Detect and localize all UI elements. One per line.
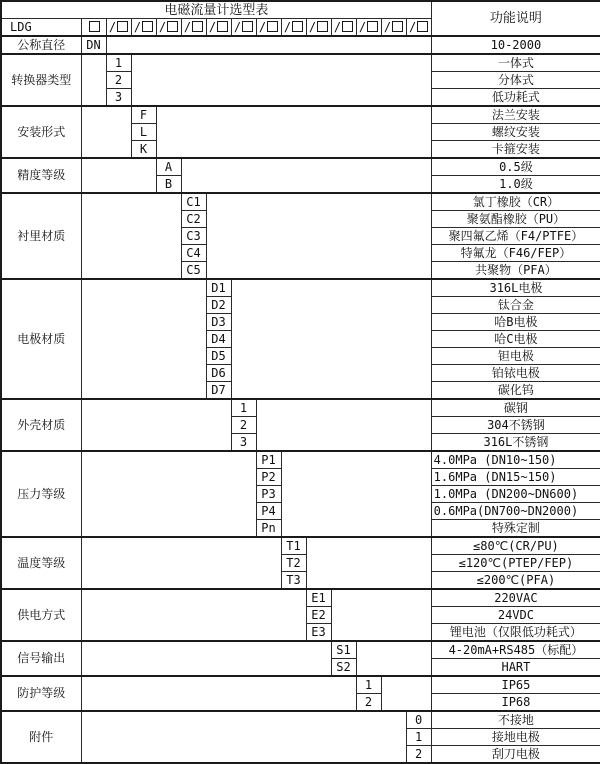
spacer-cell — [381, 676, 431, 711]
table-row — [1, 106, 600, 124]
description-cell: 氯丁橡胶（CR） — [431, 193, 600, 211]
description-cell: 24VDC — [431, 607, 600, 624]
empty-checkbox-icon — [167, 21, 178, 32]
spacer-cell — [81, 641, 331, 676]
empty-checkbox-icon — [392, 21, 403, 32]
category-temperature-rating: 温度等级 — [1, 537, 81, 589]
code-cell: 1 — [356, 676, 381, 694]
description-cell: 特氟龙（F46/FEP） — [431, 245, 600, 262]
description-cell: ≤80℃(CR/PU) — [431, 537, 600, 555]
description-cell: 特殊定制 — [431, 520, 600, 538]
code-cell: P2 — [256, 469, 281, 486]
code-cell: 2 — [106, 72, 131, 89]
description-cell: IP65 — [431, 676, 600, 694]
description-cell: 法兰安装 — [431, 106, 600, 124]
empty-checkbox-icon — [217, 21, 228, 32]
empty-checkbox-icon — [317, 21, 328, 32]
code-cell: T2 — [281, 555, 306, 572]
description-cell: HART — [431, 659, 600, 677]
table-row — [1, 641, 600, 659]
code-cell: T1 — [281, 537, 306, 555]
category-housing-material: 外壳材质 — [1, 399, 81, 451]
description-cell: 1.6MPa (DN15~150) — [431, 469, 600, 486]
code-cell: 2 — [406, 746, 431, 764]
spacer-cell — [81, 537, 281, 589]
table-row — [1, 589, 600, 607]
empty-checkbox-icon — [267, 21, 278, 32]
spacer-cell — [281, 451, 431, 537]
description-cell: 316L不锈钢 — [431, 434, 600, 452]
spacer-cell — [81, 193, 181, 279]
spacer-cell — [81, 54, 106, 106]
category-lining-material: 衬里材质 — [1, 193, 81, 279]
title-row — [1, 1, 600, 19]
spacer-cell — [81, 589, 306, 641]
code-cell: 2 — [356, 694, 381, 712]
model-code-cell: / — [131, 19, 156, 37]
spacer-cell — [106, 36, 431, 54]
category-nominal-diameter: 公称直径 — [1, 36, 81, 54]
model-code-cell: / — [206, 19, 231, 37]
description-cell: 4.0MPa (DN10~150) — [431, 451, 600, 469]
description-cell: 0.6MPa(DN700~DN2000) — [431, 503, 600, 520]
description-cell: 铂铱电极 — [431, 365, 600, 382]
description-cell: 接地电极 — [431, 729, 600, 746]
description-cell: 刮刀电极 — [431, 746, 600, 764]
description-cell: 共聚物（PFA） — [431, 262, 600, 280]
description-cell: IP68 — [431, 694, 600, 712]
code-cell: K — [131, 141, 156, 159]
category-signal-output: 信号输出 — [1, 641, 81, 676]
description-cell: ≤200℃(PFA) — [431, 572, 600, 590]
description-cell: 316L电极 — [431, 279, 600, 297]
description-cell: 碳化钨 — [431, 382, 600, 400]
code-cell: E3 — [306, 624, 331, 642]
empty-checkbox-icon — [117, 21, 128, 32]
table-row — [1, 676, 600, 694]
category-electrode-material: 电极材质 — [1, 279, 81, 399]
empty-checkbox-icon — [192, 21, 203, 32]
table-row — [1, 537, 600, 555]
description-cell: 一体式 — [431, 54, 600, 72]
spacer-cell — [256, 399, 431, 451]
category-accessories: 附件 — [1, 711, 81, 763]
table-row — [1, 279, 600, 297]
code-cell: 0 — [406, 711, 431, 729]
table-row — [1, 399, 600, 417]
category-installation-type: 安装形式 — [1, 106, 81, 158]
table-row — [1, 711, 600, 729]
series-code-label: LDG — [1, 19, 81, 37]
empty-checkbox-icon — [342, 21, 353, 32]
code-cell: A — [156, 158, 181, 176]
table-row — [1, 36, 600, 54]
spacer-cell — [156, 106, 431, 158]
model-code-cell — [81, 19, 106, 37]
category-power-supply: 供电方式 — [1, 589, 81, 641]
category-protection-rating: 防护等级 — [1, 676, 81, 711]
model-code-cell: / — [306, 19, 331, 37]
code-cell: D4 — [206, 331, 231, 348]
code-cell: C3 — [181, 228, 206, 245]
code-cell: D6 — [206, 365, 231, 382]
table-row — [1, 193, 600, 211]
model-code-cell: / — [356, 19, 381, 37]
code-cell: C4 — [181, 245, 206, 262]
model-code-cell: / — [281, 19, 306, 37]
code-cell: C2 — [181, 211, 206, 228]
description-cell: ≤120℃(PTEP/FEP) — [431, 555, 600, 572]
code-cell: D3 — [206, 314, 231, 331]
code-cell: E1 — [306, 589, 331, 607]
description-cell: 钛合金 — [431, 297, 600, 314]
code-cell: D5 — [206, 348, 231, 365]
code-cell: S1 — [331, 641, 356, 659]
spacer-cell — [81, 451, 256, 537]
code-cell: 3 — [106, 89, 131, 107]
code-cell: B — [156, 176, 181, 194]
empty-checkbox-icon — [242, 21, 253, 32]
description-cell: 聚氨酯橡胶（PU） — [431, 211, 600, 228]
code-cell: 2 — [231, 417, 256, 434]
spacer-cell — [81, 106, 131, 158]
code-cell: F — [131, 106, 156, 124]
model-code-cell: / — [381, 19, 406, 37]
code-cell: S2 — [331, 659, 356, 677]
code-cell: DN — [81, 36, 106, 54]
description-cell: 哈B电极 — [431, 314, 600, 331]
model-code-cell: / — [181, 19, 206, 37]
model-code-cell: / — [406, 19, 431, 37]
spacer-cell — [306, 537, 431, 589]
table-row — [1, 54, 600, 72]
description-cell: 聚四氟乙烯（F4/PTFE） — [431, 228, 600, 245]
description-cell: 1.0MPa (DN200~DN600) — [431, 486, 600, 503]
spacer-cell — [81, 399, 231, 451]
category-accuracy-class: 精度等级 — [1, 158, 81, 193]
function-column-header: 功能说明 — [431, 1, 600, 36]
code-cell: P3 — [256, 486, 281, 503]
description-cell: 锂电池（仅限低功耗式） — [431, 624, 600, 642]
code-cell: L — [131, 124, 156, 141]
table-title: 电磁流量计选型表 — [1, 1, 431, 19]
spacer-cell — [356, 641, 431, 676]
empty-checkbox-icon — [417, 21, 428, 32]
empty-checkbox-icon — [367, 21, 378, 32]
model-code-cell: / — [231, 19, 256, 37]
spacer-cell — [81, 676, 356, 711]
table-row — [1, 158, 600, 176]
code-cell: 1 — [231, 399, 256, 417]
description-cell: 哈C电极 — [431, 331, 600, 348]
code-cell: P4 — [256, 503, 281, 520]
description-cell: 1.0级 — [431, 176, 600, 194]
code-cell: T3 — [281, 572, 306, 590]
spacer-cell — [81, 158, 156, 193]
description-cell: 4-20mA+RS485（标配） — [431, 641, 600, 659]
description-cell: 10-2000 — [431, 36, 600, 54]
empty-checkbox-icon — [89, 21, 100, 32]
code-cell: P1 — [256, 451, 281, 469]
description-cell: 0.5级 — [431, 158, 600, 176]
spacer-cell — [181, 158, 431, 193]
spacer-cell — [331, 589, 431, 641]
code-cell: 3 — [231, 434, 256, 452]
model-code-cell: / — [156, 19, 181, 37]
spacer-cell — [81, 711, 406, 763]
spacer-cell — [81, 279, 206, 399]
description-cell: 304不锈钢 — [431, 417, 600, 434]
code-cell: D2 — [206, 297, 231, 314]
spacer-cell — [206, 193, 431, 279]
description-cell: 低功耗式 — [431, 89, 600, 107]
model-code-cell: / — [106, 19, 131, 37]
category-converter-type: 转换器类型 — [1, 54, 81, 106]
model-code-cell: / — [331, 19, 356, 37]
code-cell: D7 — [206, 382, 231, 400]
spacer-cell — [131, 54, 431, 106]
code-cell: 1 — [106, 54, 131, 72]
description-cell: 不接地 — [431, 711, 600, 729]
spacer-cell — [231, 279, 431, 399]
description-cell: 220VAC — [431, 589, 600, 607]
description-cell: 螺纹安装 — [431, 124, 600, 141]
table-row — [1, 451, 600, 469]
code-cell: E2 — [306, 607, 331, 624]
code-cell: 1 — [406, 729, 431, 746]
model-code-cell: / — [256, 19, 281, 37]
category-pressure-rating: 压力等级 — [1, 451, 81, 537]
code-cell: C5 — [181, 262, 206, 280]
description-cell: 钽电极 — [431, 348, 600, 365]
description-cell: 分体式 — [431, 72, 600, 89]
description-cell: 碳钢 — [431, 399, 600, 417]
empty-checkbox-icon — [292, 21, 303, 32]
empty-checkbox-icon — [142, 21, 153, 32]
code-cell: Pn — [256, 520, 281, 538]
code-cell: D1 — [206, 279, 231, 297]
description-cell: 卡箍安装 — [431, 141, 600, 159]
code-cell: C1 — [181, 193, 206, 211]
